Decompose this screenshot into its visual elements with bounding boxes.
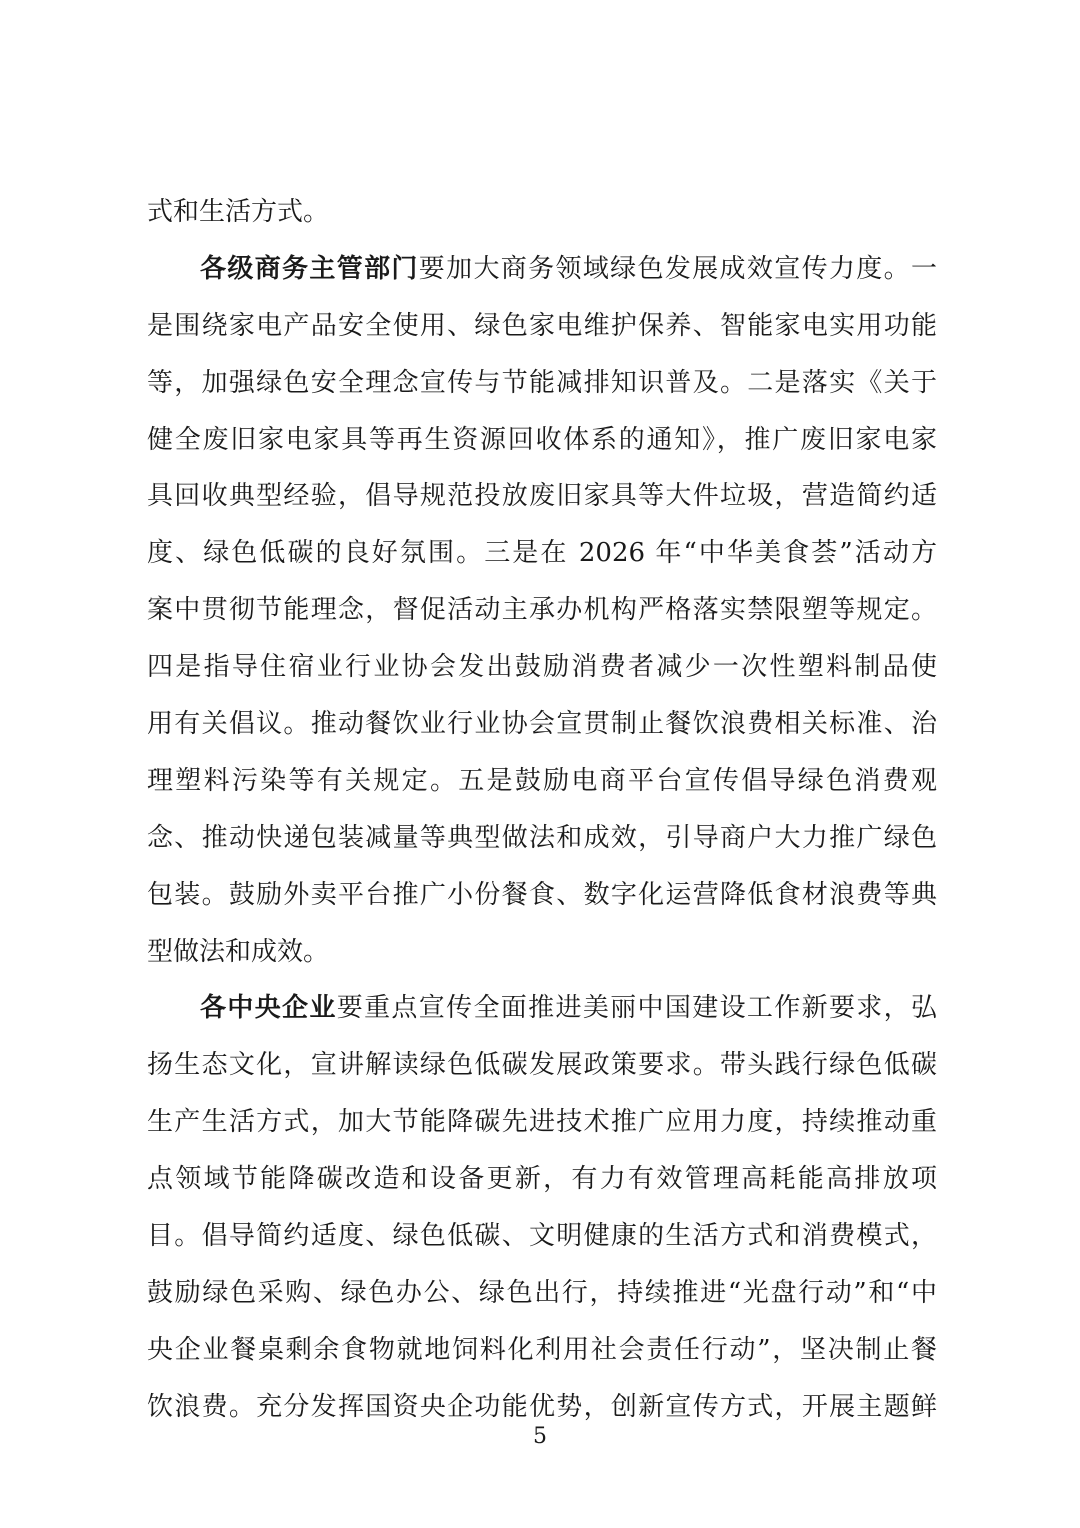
line-text: 等，加强绿色安全理念宣传与节能减排知识普及。二是落实《关于 bbox=[147, 367, 937, 398]
text-line bbox=[147, 298, 937, 355]
page-number: 5 bbox=[533, 1424, 547, 1449]
line-text: 念、推动快递包装减量等典型做法和成效，引导商户大力推广绿色 bbox=[147, 822, 937, 853]
line-text: 扬生态文化，宣讲解读绿色低碳发展政策要求。带头践行绿色低碳 bbox=[147, 1050, 937, 1081]
text-line bbox=[147, 639, 937, 696]
line-text: 包装。鼓励外卖平台推广小份餐食、数字化运营降低食材浪费等典 bbox=[147, 879, 937, 910]
line-text: 健全废旧家电家具等再生资源回收体系的通知》，推广废旧家电家 bbox=[147, 424, 937, 455]
line-text: 理塑料污染等有关规定。五是鼓励电商平台宣传倡导绿色消费观 bbox=[147, 765, 937, 796]
text-line bbox=[147, 696, 937, 753]
text-line bbox=[147, 924, 937, 981]
paragraph-lead: 各中央企业 bbox=[200, 993, 337, 1024]
line-text: 型做法和成效。 bbox=[147, 936, 330, 967]
text-line bbox=[147, 1151, 937, 1208]
text-line bbox=[147, 184, 937, 241]
line-text: 是围绕家电产品安全使用、绿色家电维护保养、智能家电实用功能 bbox=[147, 310, 937, 341]
line-text: 生产生活方式，加大节能降碳先进技术推广应用力度，持续推动重 bbox=[147, 1107, 937, 1138]
line-text: 鼓励绿色采购、绿色办公、绿色出行，持续推进“光盘行动”和“中 bbox=[147, 1277, 937, 1308]
text-line bbox=[147, 1322, 937, 1379]
line-text: 目。倡导简约适度、绿色低碳、文明健康的生活方式和消费模式， bbox=[147, 1221, 937, 1252]
text-line bbox=[147, 582, 937, 639]
text-line bbox=[147, 1094, 937, 1151]
paragraph-start-line bbox=[147, 241, 937, 298]
text-line bbox=[147, 1037, 937, 1094]
text-line bbox=[147, 753, 937, 810]
text-line bbox=[147, 810, 937, 867]
text-line bbox=[147, 468, 937, 525]
document-body bbox=[147, 184, 937, 1436]
line-text: 点领域节能降碳改造和设备更新，有力有效管理高耗能高排放项 bbox=[147, 1164, 937, 1195]
text-line bbox=[147, 412, 937, 469]
line-text: 具回收典型经验，倡导规范投放废旧家具等大件垃圾，营造简约适 bbox=[147, 481, 937, 512]
line-text: 要加大商务领域绿色发展成效宣传力度。一 bbox=[418, 253, 937, 284]
line-text: 用有关倡议。推动餐饮业行业协会宣贯制止餐饮浪费相关标准、治 bbox=[147, 709, 937, 740]
line-text: 要重点宣传全面推进美丽中国建设工作新要求，弘 bbox=[336, 993, 937, 1024]
text-line bbox=[147, 355, 937, 412]
line-text: 案中贯彻节能理念，督促活动主承办机构严格落实禁限塑等规定。 bbox=[147, 595, 937, 626]
paragraph-lead: 各级商务主管部门 bbox=[200, 253, 419, 284]
text-line bbox=[147, 1265, 937, 1322]
paragraph-start-line bbox=[147, 980, 937, 1037]
line-text: 度、绿色低碳的良好氛围。三是在 2026 年“中华美食荟”活动方 bbox=[147, 538, 937, 569]
line-text: 央企业餐桌剩余食物就地饲料化利用社会责任行动”，坚决制止餐 bbox=[147, 1334, 937, 1365]
line-text: 饮浪费。充分发挥国资央企功能优势，创新宣传方式，开展主题鲜 bbox=[147, 1391, 937, 1422]
text-line bbox=[147, 1208, 937, 1265]
line-text: 四是指导住宿业行业协会发出鼓励消费者减少一次性塑料制品使 bbox=[147, 652, 937, 683]
text-line bbox=[147, 525, 937, 582]
text-line bbox=[147, 867, 937, 924]
line-text: 式和生活方式。 bbox=[147, 197, 330, 227]
